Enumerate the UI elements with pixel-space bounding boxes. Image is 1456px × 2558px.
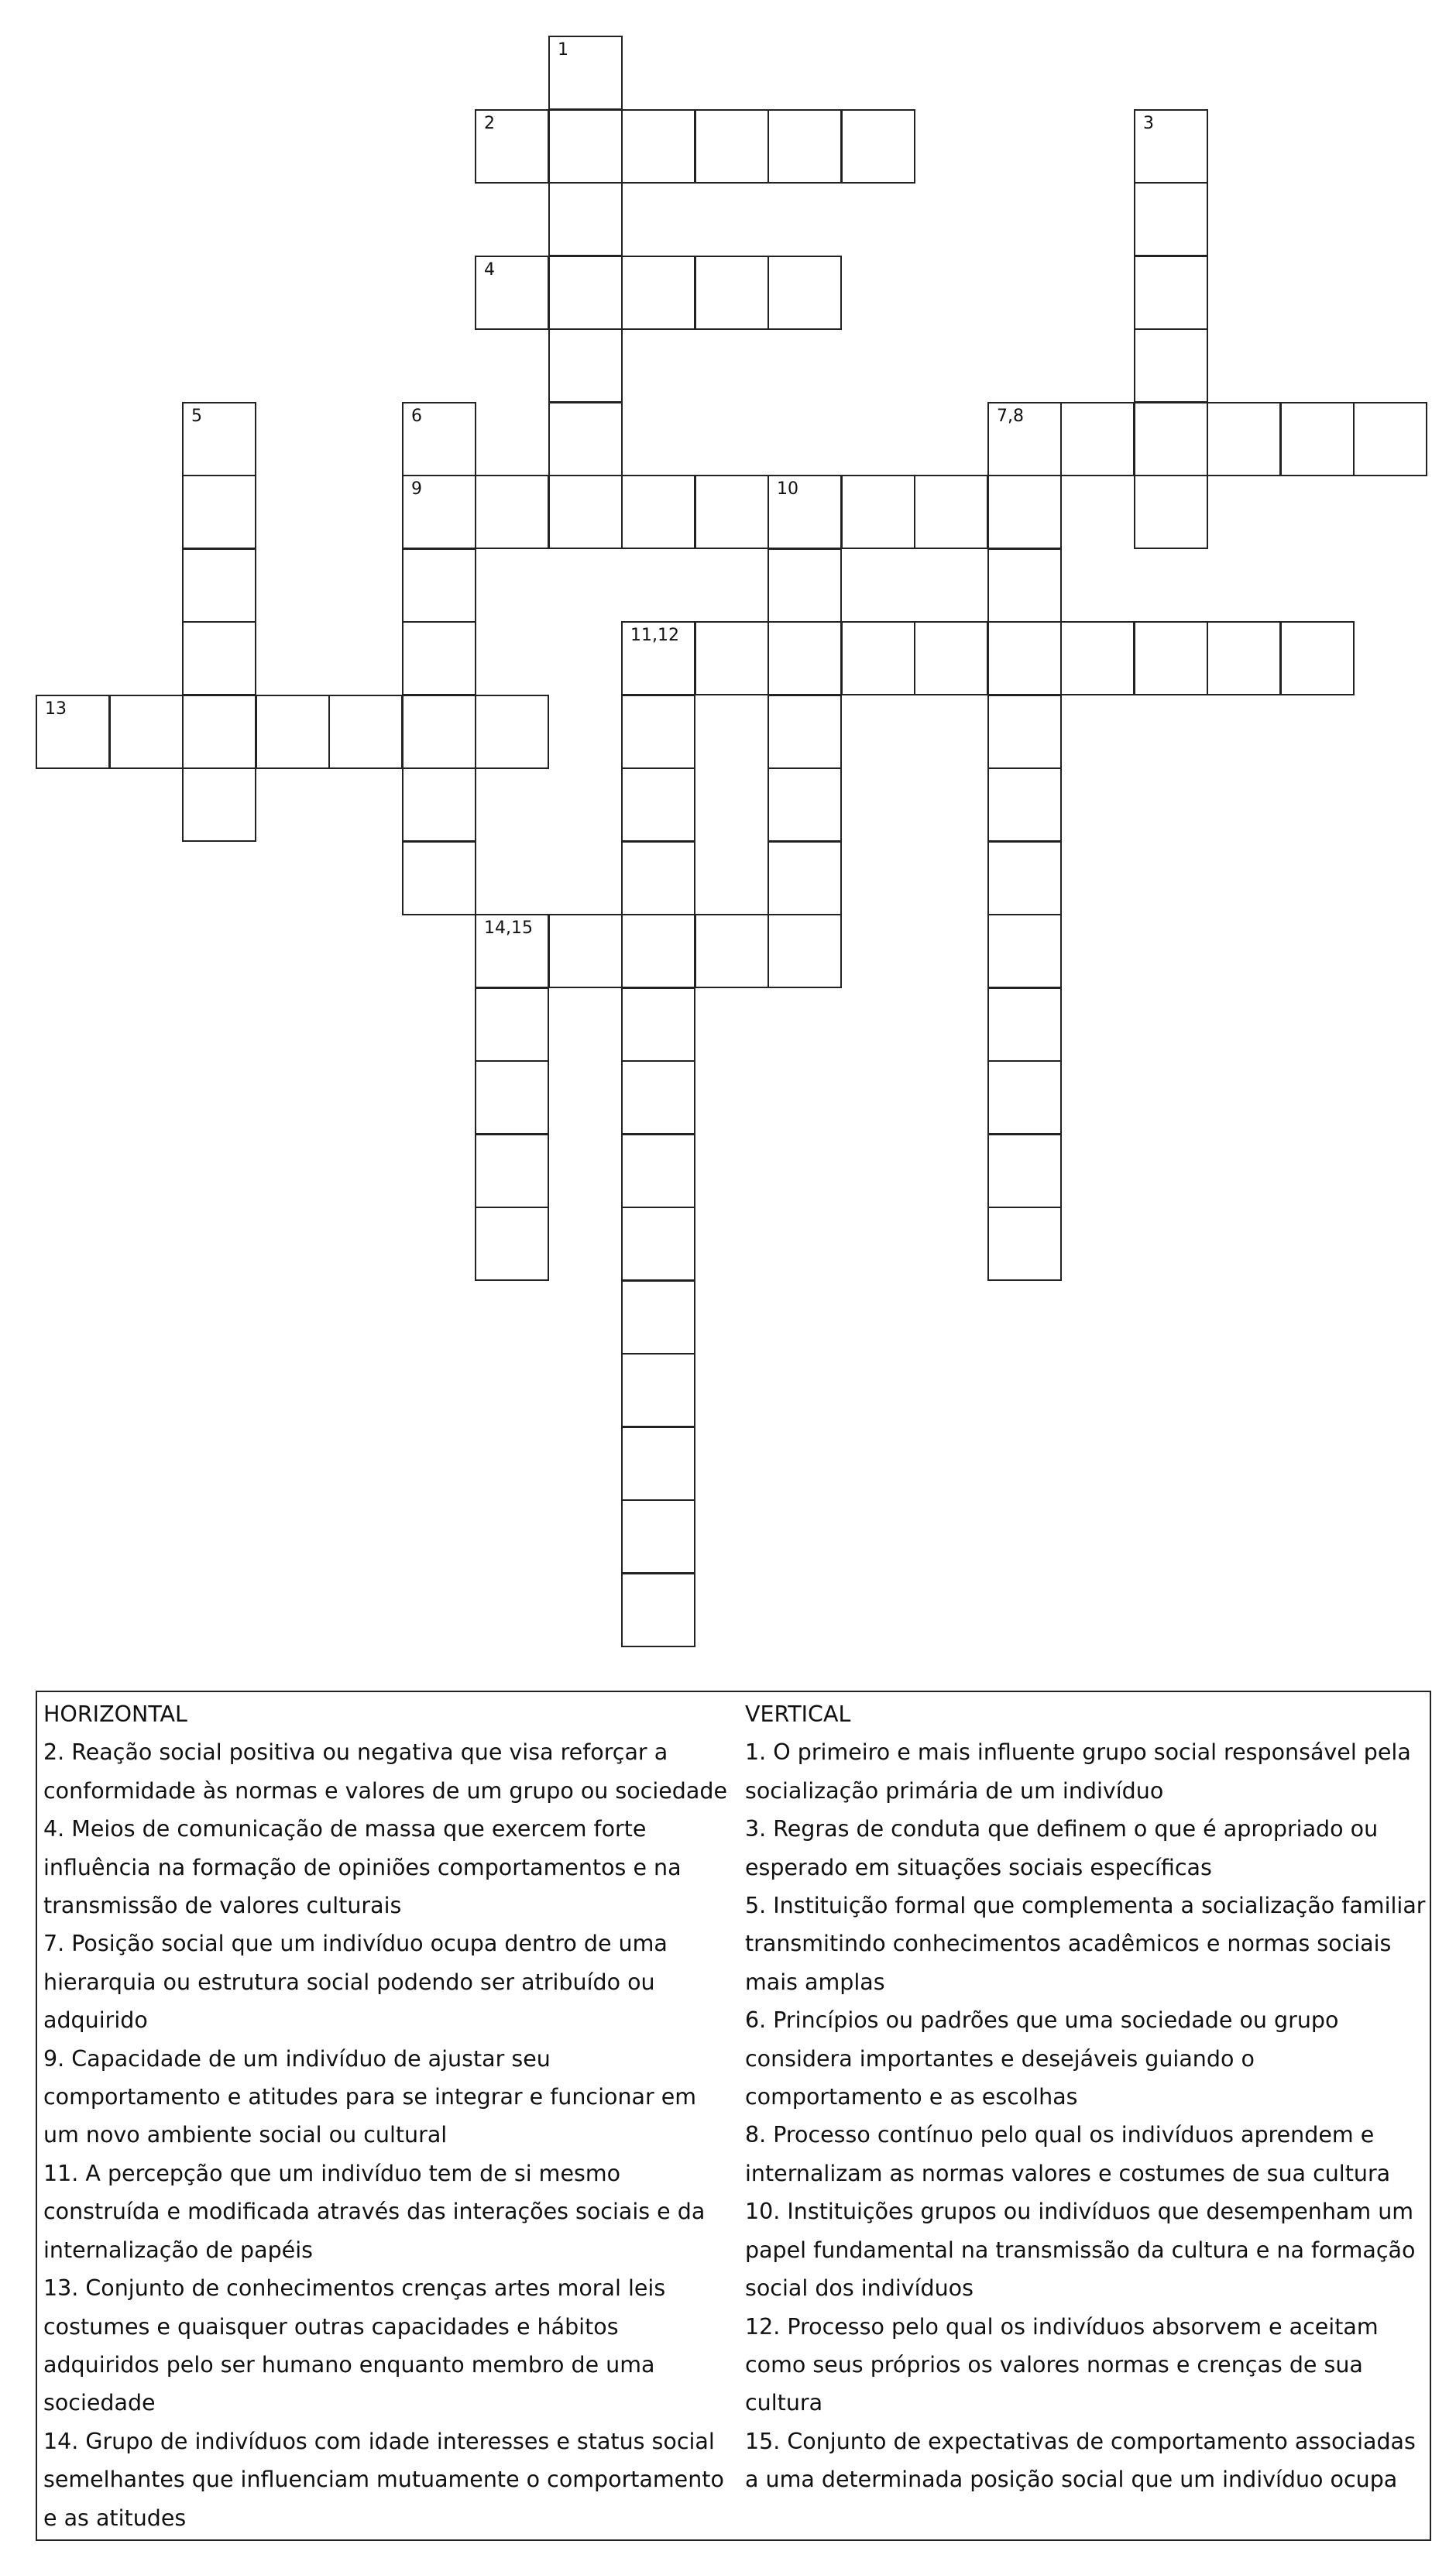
crossword-cell[interactable]	[475, 475, 549, 549]
crossword-cell[interactable]	[548, 36, 623, 110]
crossword-cell[interactable]	[402, 767, 476, 842]
crossword-cell[interactable]	[767, 767, 842, 842]
crossword-cell[interactable]	[402, 621, 476, 695]
crossword-cell[interactable]	[987, 548, 1062, 623]
crossword-cell[interactable]	[1353, 402, 1427, 476]
crossword-cell[interactable]	[841, 109, 915, 184]
clue-number: 9	[411, 479, 422, 499]
crossword-cell[interactable]	[182, 475, 256, 549]
crossword-cell[interactable]	[621, 1060, 695, 1135]
crossword-cell[interactable]	[1060, 402, 1135, 476]
crossword-cell[interactable]	[1280, 621, 1355, 695]
clue-down: 8. Processo contínuo pelo qual os indivíduos aprendem e internalizam as normas valores e costumes de sua cultura	[745, 2122, 1391, 2186]
crossword-cell[interactable]	[475, 256, 549, 330]
crossword-cell[interactable]	[767, 914, 842, 988]
clue-across: 13. Conjunto de conhecimentos crenças artes moral leis costumes e quaisquer outras capacidades e hábitos adquiridos pelo ser humano enquanto membro de uma sociedade	[43, 2275, 666, 2416]
crossword-cell[interactable]	[402, 695, 476, 769]
crossword-cell[interactable]	[841, 621, 915, 695]
clues-box	[36, 1691, 1431, 2541]
crossword-cell[interactable]	[621, 1499, 695, 1574]
crossword-cell[interactable]	[767, 841, 842, 915]
clue-down: 15. Conjunto de expectativas de comportamento associadas a uma determinada posição social que um indivíduo ocupa	[745, 2428, 1416, 2493]
crossword-cell[interactable]	[1134, 621, 1208, 695]
crossword-cell[interactable]	[621, 621, 695, 695]
crossword-cell[interactable]	[402, 475, 476, 549]
crossword-cell[interactable]	[621, 914, 695, 988]
crossword-cell[interactable]	[767, 621, 842, 695]
crossword-cell[interactable]	[621, 1427, 695, 1501]
crossword-cell[interactable]	[621, 109, 695, 184]
crossword-cell[interactable]	[402, 402, 476, 476]
clue-number: 6	[411, 407, 422, 426]
crossword-cell[interactable]	[548, 402, 623, 476]
clue-across: 7. Posição social que um indivíduo ocupa dentro de uma hierarquia ou estrutura social podendo ser atribuído ou adquirido	[43, 1931, 668, 2034]
crossword-cell[interactable]	[914, 621, 988, 695]
crossword-cell[interactable]	[621, 1134, 695, 1208]
crossword-cell[interactable]	[767, 109, 842, 184]
clue-down: 5. Instituição formal que complementa a socialização familiar transmitindo conhecimentos acadêmicos e normas sociais mais amplas	[745, 1893, 1426, 1995]
crossword-cell[interactable]	[987, 402, 1062, 476]
crossword-cell[interactable]	[987, 1207, 1062, 1281]
crossword-cell[interactable]	[548, 914, 623, 988]
crossword-cell[interactable]	[1280, 402, 1355, 476]
crossword-cell[interactable]	[621, 1353, 695, 1427]
crossword-cell[interactable]	[182, 548, 256, 623]
crossword-cell[interactable]	[1134, 182, 1208, 256]
crossword-cell[interactable]	[695, 109, 769, 184]
crossword-cell[interactable]	[987, 695, 1062, 769]
clue-down: 6. Princípios ou padrões que uma sociedade ou grupo considera importantes e desejáveis guiando o comportamento e as escolhas	[745, 2007, 1339, 2110]
crossword-cell[interactable]	[841, 475, 915, 549]
crossword-cell[interactable]	[548, 182, 623, 256]
crossword-cell[interactable]	[621, 695, 695, 769]
crossword-cell[interactable]	[987, 1134, 1062, 1208]
crossword-cell[interactable]	[328, 695, 403, 769]
crossword-cell[interactable]	[767, 548, 842, 623]
crossword-cell[interactable]	[36, 695, 110, 769]
crossword-cell[interactable]	[621, 841, 695, 915]
crossword-cell[interactable]	[475, 695, 549, 769]
clue-down: 1. O primeiro e mais influente grupo social responsável pela socialização primária de um indivíduo	[745, 1739, 1411, 1804]
crossword-cell[interactable]	[548, 256, 623, 330]
crossword-cell[interactable]	[475, 914, 549, 988]
crossword-cell[interactable]	[109, 695, 184, 769]
clue-number: 11,12	[630, 626, 679, 645]
crossword-cell[interactable]	[1207, 621, 1281, 695]
crossword-cell[interactable]	[621, 1207, 695, 1281]
crossword-cell[interactable]	[475, 1207, 549, 1281]
clue-across: 9. Capacidade de um indivíduo de ajustar seu comportamento e atitudes para se integrar e funcionar em um novo ambiente social ou cultural	[43, 2045, 697, 2148]
crossword-cell[interactable]	[475, 987, 549, 1062]
clue-down: 10. Instituições grupos ou indivíduos que desempenham um papel fundamental na transmissão da cultura e na formação social dos indivíduos	[745, 2199, 1416, 2302]
crossword-cell[interactable]	[402, 548, 476, 623]
horizontal-clues	[43, 1695, 733, 2537]
crossword-cell[interactable]	[695, 914, 769, 988]
crossword-cell[interactable]	[475, 1134, 549, 1208]
crossword-cell[interactable]	[182, 695, 256, 769]
vertical-clues	[745, 1695, 1430, 2499]
horizontal-title: HORIZONTAL	[43, 1701, 187, 1727]
crossword-cell[interactable]	[695, 621, 769, 695]
crossword-cell[interactable]	[475, 109, 549, 184]
crossword-cell[interactable]	[1134, 328, 1208, 403]
clue-number: 14,15	[484, 918, 533, 938]
clue-across: 14. Grupo de indivíduos com idade interesses e status social semelhantes que influenciam mutuamente o comportamento e as atitudes	[43, 2428, 724, 2531]
crossword-cell[interactable]	[987, 767, 1062, 842]
crossword-cell[interactable]	[182, 621, 256, 695]
crossword-cell[interactable]	[987, 621, 1062, 695]
crossword-cell[interactable]	[182, 402, 256, 476]
crossword-cell[interactable]	[548, 328, 623, 403]
crossword-cell[interactable]	[767, 475, 842, 549]
crossword-cell[interactable]	[621, 1280, 695, 1355]
clue-number: 3	[1143, 114, 1154, 133]
crossword-cell[interactable]	[548, 475, 623, 549]
crossword-cell[interactable]	[987, 987, 1062, 1062]
clue-down: 3. Regras de conduta que definem o que é apropriado ou esperado em situações sociais específicas	[745, 1816, 1379, 1880]
crossword-cell[interactable]	[1134, 109, 1208, 184]
crossword-cell[interactable]	[767, 695, 842, 769]
vertical-title: VERTICAL	[745, 1701, 851, 1727]
clue-number: 1	[558, 40, 568, 60]
crossword-cell[interactable]	[987, 475, 1062, 549]
crossword-cell[interactable]	[621, 1573, 695, 1647]
crossword-cell[interactable]	[1134, 475, 1208, 549]
clue-number: 5	[191, 407, 202, 426]
crossword-cell[interactable]	[621, 256, 695, 330]
clue-across: 4. Meios de comunicação de massa que exercem forte influência na formação de opiniões comportamentos e na transmissão de valores culturais	[43, 1816, 682, 1919]
clue-number: 13	[45, 699, 67, 719]
crossword-cell[interactable]	[621, 475, 695, 549]
crossword-cell[interactable]	[402, 841, 476, 915]
crossword-cell[interactable]	[182, 767, 256, 842]
crossword-cell[interactable]	[695, 475, 769, 549]
crossword-cell[interactable]	[1134, 256, 1208, 330]
clue-down: 12. Processo pelo qual os indivíduos absorvem e aceitam como seus próprios os valores normas e crenças de sua cultura	[745, 2313, 1379, 2416]
clue-number: 4	[484, 260, 495, 280]
crossword-cell[interactable]	[475, 1060, 549, 1135]
crossword-cell[interactable]	[987, 1060, 1062, 1135]
clue-number: 10	[777, 479, 798, 499]
crossword-cell[interactable]	[621, 767, 695, 842]
crossword-cell[interactable]	[767, 256, 842, 330]
crossword-cell[interactable]	[621, 987, 695, 1062]
clue-number: 2	[484, 114, 495, 133]
crossword-cell[interactable]	[987, 841, 1062, 915]
crossword-cell[interactable]	[1207, 402, 1281, 476]
crossword-cell[interactable]	[1060, 621, 1135, 695]
clue-across: 2. Reação social positiva ou negativa que visa reforçar a conformidade às normas e valores de um grupo ou sociedade	[43, 1739, 727, 1804]
crossword-cell[interactable]	[914, 475, 988, 549]
crossword-cell[interactable]	[256, 695, 330, 769]
crossword-cell[interactable]	[1134, 402, 1208, 476]
crossword-cell[interactable]	[987, 914, 1062, 988]
crossword-cell[interactable]	[695, 256, 769, 330]
clue-number: 7,8	[997, 407, 1024, 426]
crossword-cell[interactable]	[548, 109, 623, 184]
clue-across: 11. A percepção que um indivíduo tem de si mesmo construída e modificada através das interações sociais e da internalização de papéis	[43, 2160, 706, 2263]
